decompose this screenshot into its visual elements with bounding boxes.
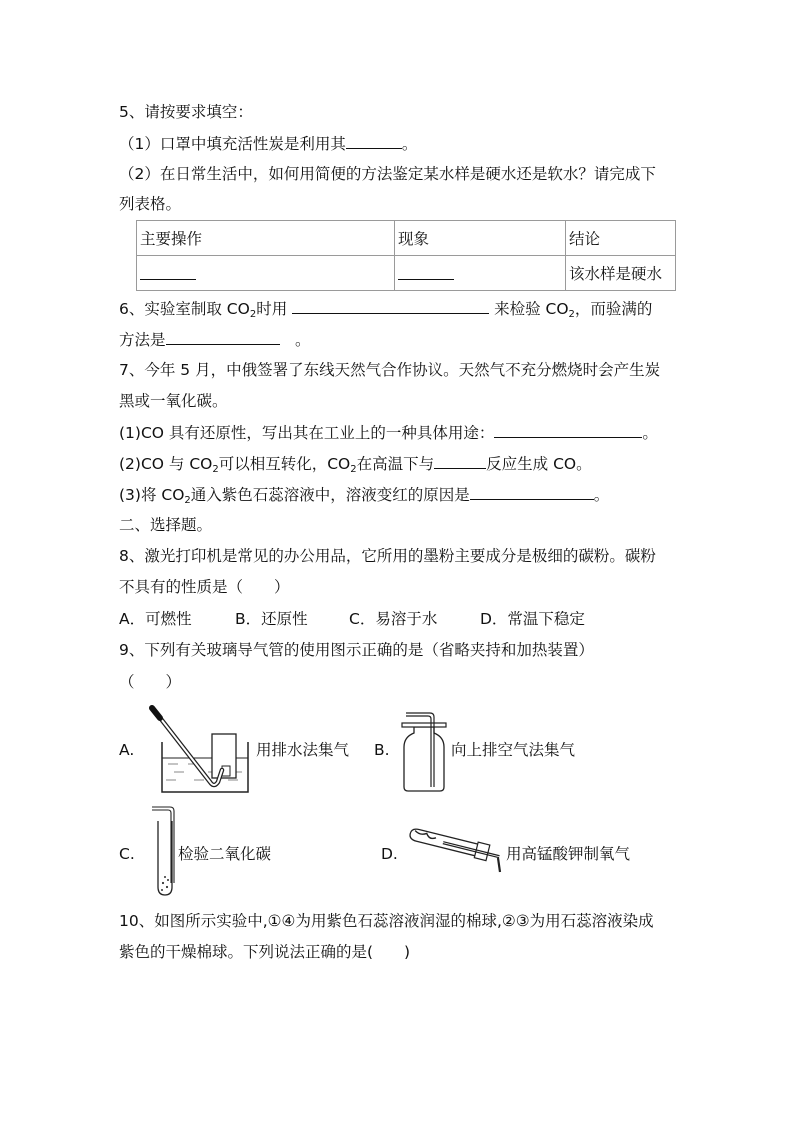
test-tube-icon xyxy=(148,803,180,899)
q7-sub3-blank[interactable] xyxy=(470,483,594,500)
q7-sub2: (2)CO 与 $CO_2$可以相互转化，$CO_2$在高温下与 反应生成 CO。 xyxy=(119,452,592,481)
q9-option-b-caption: 向上排空气法集气 xyxy=(451,741,576,759)
q9-option-a-letter[interactable]: A. xyxy=(119,741,135,759)
q9-option-c-letter[interactable]: C. xyxy=(119,845,135,863)
q7-sub1-blank[interactable] xyxy=(494,421,642,438)
table-cell-conclusion: 该水样是硬水 xyxy=(566,256,676,291)
table-header-cell: 现象 xyxy=(395,221,566,256)
q9-option-a-caption: 用排水法集气 xyxy=(256,741,350,759)
heated-test-tube-icon xyxy=(402,828,506,874)
q5-part2-line1: （2）在日常生活中，如何用简便的方法鉴定某水样是硬水还是软水？请完成下 xyxy=(119,165,656,183)
table-header-cell: 主要操作 xyxy=(137,221,395,256)
q9-option-c-caption: 检验二氧化碳 xyxy=(178,845,272,863)
q7-sub1: (1)CO 具有还原性，写出其在工业上的一种具体用途： 。 xyxy=(119,421,658,444)
q9-option-d-letter[interactable]: D. xyxy=(381,845,398,863)
q9-line1: 9、下列有关玻璃导气管的使用图示正确的是（省略夹持和加热装置） xyxy=(119,641,594,659)
q7-line1: 7、今年 5 月，中俄签署了东线天然气合作协议。天然气不充分燃烧时会产生炭 xyxy=(119,361,661,379)
q6-blank-method[interactable] xyxy=(166,328,280,345)
section-heading: 二、选择题。 xyxy=(119,516,213,534)
q7-line2: 黑或一氧化碳。 xyxy=(119,392,228,410)
q7-sub2-blank[interactable] xyxy=(434,452,486,469)
phenomenon-blank[interactable] xyxy=(398,263,454,280)
q5-part2-line2: 列表格。 xyxy=(119,195,182,213)
q5-part1-blank[interactable] xyxy=(346,132,402,149)
q8-option-d[interactable]: D．常温下稳定 xyxy=(480,610,585,628)
q9-line2: （ ） xyxy=(119,673,182,691)
q8-option-b[interactable]: B．还原性 xyxy=(235,610,308,628)
q8-line1: 8、激光打印机是常见的办公用品，它所用的墨粉主要成分是极细的碳粉。碳粉 xyxy=(119,547,656,565)
q8-line2: 不具有的性质是（ ） xyxy=(119,578,290,596)
q8-option-a[interactable]: A．可燃性 xyxy=(119,610,192,628)
operation-blank[interactable] xyxy=(140,263,196,280)
q8-option-c[interactable]: C．易溶于水 xyxy=(349,610,438,628)
q9-option-d-caption: 用高锰酸钾制氧气 xyxy=(506,845,631,863)
q5-part1: （1）口罩中填充活性炭是利用其 。 xyxy=(119,132,417,155)
q10-line1: 10、如图所示实验中,①④为用紫色石蕊溶液润湿的棉球,②③为用石蕊溶液染成 xyxy=(119,912,654,930)
table-cell-operation xyxy=(137,256,395,291)
q10-line2: 紫色的干燥棉球。下列说法正确的是( ) xyxy=(119,943,411,961)
q5-table xyxy=(136,220,676,291)
q6-line2: 方法是 。 xyxy=(119,328,311,351)
table-cell-phenomenon xyxy=(395,256,566,291)
gas-collecting-bottle-icon xyxy=(398,703,448,795)
q7-sub3: (3)将 $CO_2$通入紫色石蕊溶液中，溶液变红的原因是 。 xyxy=(119,483,609,512)
table-header-row xyxy=(137,221,676,256)
q5-title: 5、请按要求填空： xyxy=(119,103,253,121)
q6-blank-reagent[interactable] xyxy=(292,297,489,314)
table-header-cell: 结论 xyxy=(566,221,676,256)
q9-option-b-letter[interactable]: B. xyxy=(374,741,390,759)
q6-line1: 6、实验室制取 $CO_2$时用 来检验 $CO_2$，而验满的 xyxy=(119,297,652,326)
water-displacement-apparatus-icon xyxy=(148,700,258,798)
table-row xyxy=(137,256,676,291)
